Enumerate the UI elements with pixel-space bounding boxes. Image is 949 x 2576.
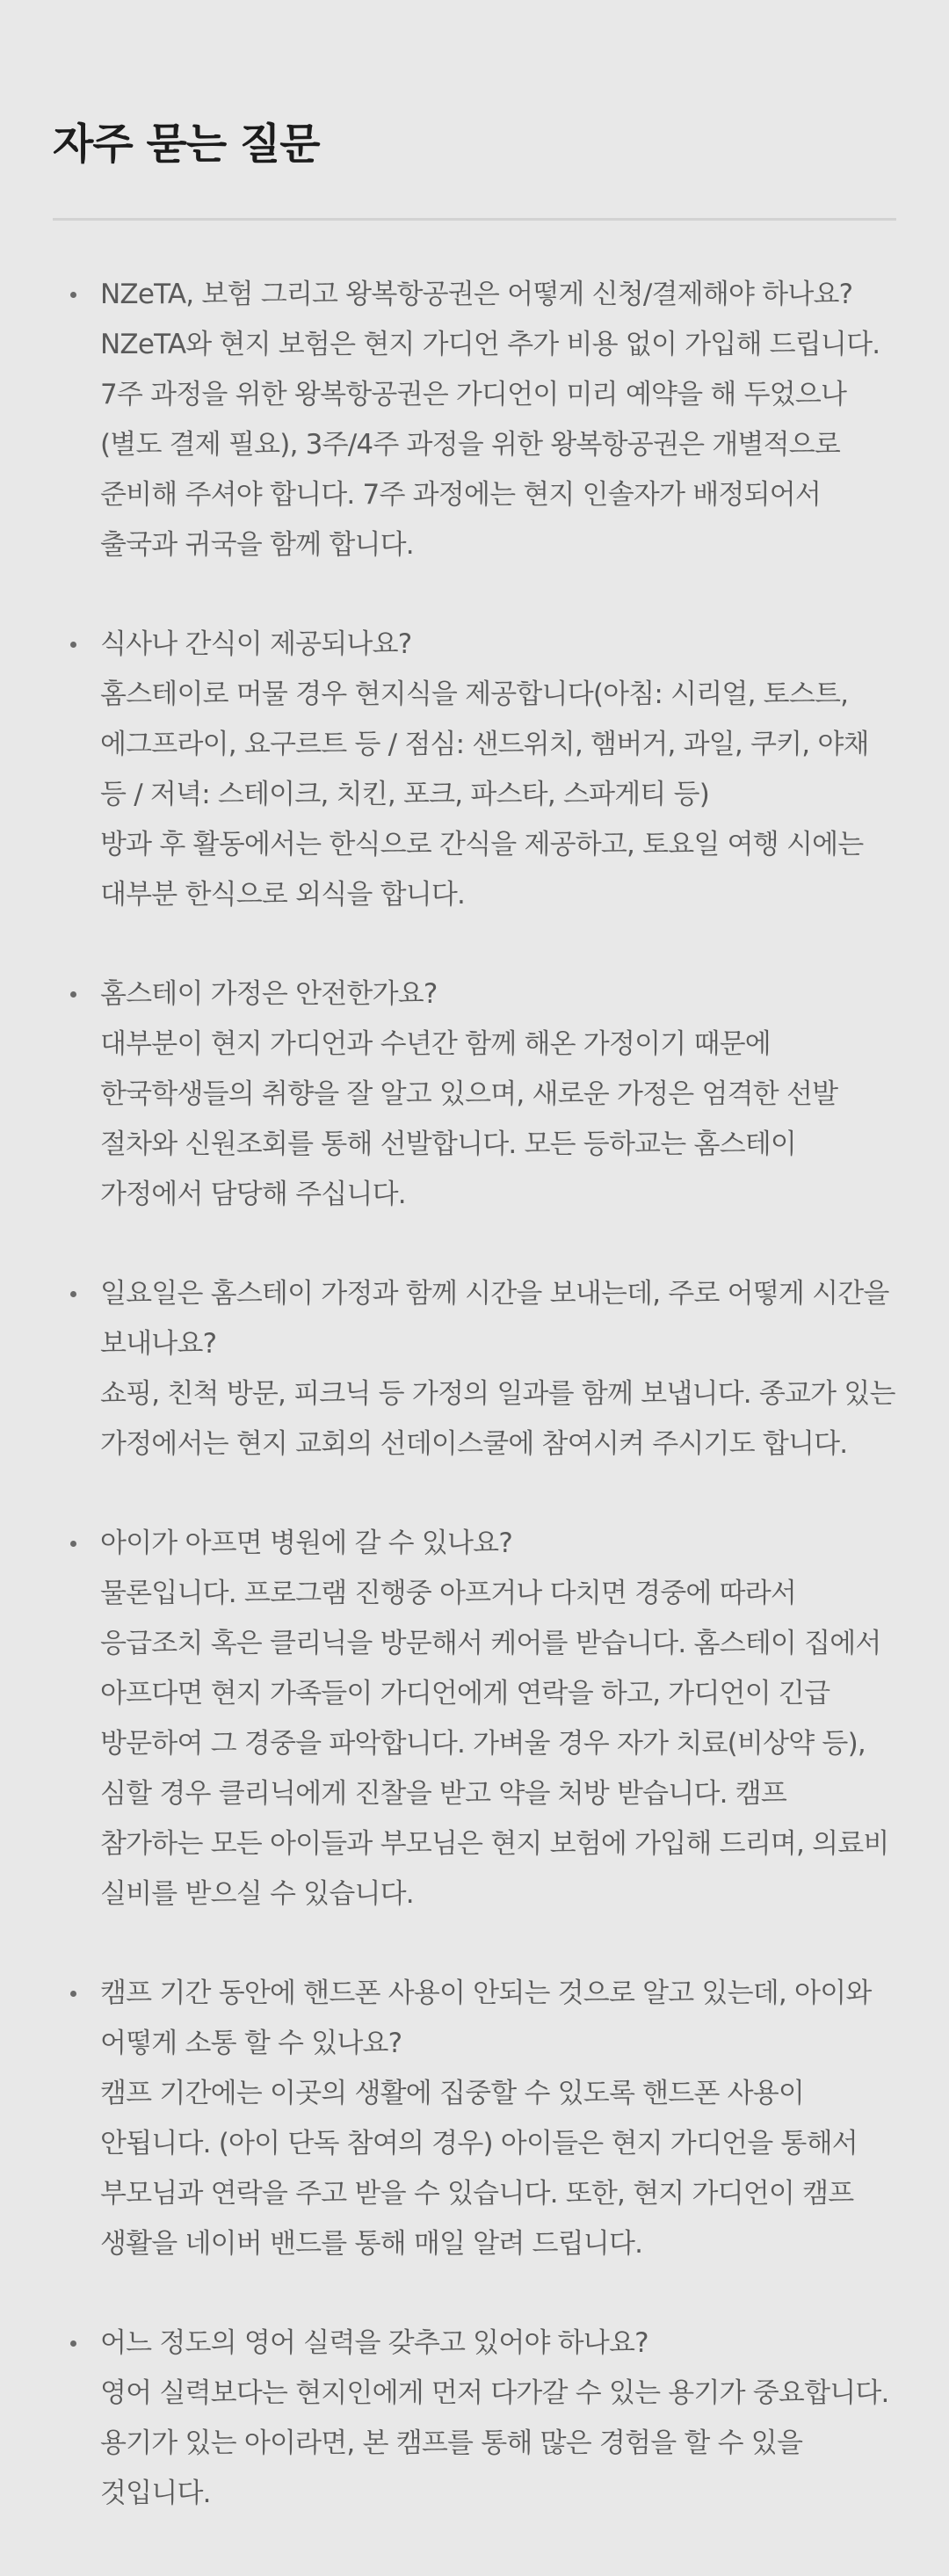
faq-answer: 영어 실력보다는 현지인에게 먼저 다가갈 수 있는 용기가 중요합니다. 용기가 있는 아이라면, 본 캠프를 통해 많은 경험을 할 수 있을 것입니다. bbox=[100, 2377, 889, 2509]
bullet-icon bbox=[70, 2340, 76, 2347]
title-divider bbox=[53, 218, 896, 221]
faq-question: 식사나 간식이 제공되나요? bbox=[100, 628, 412, 660]
faq-answer: NZeTA와 현지 보험은 현지 가디언 추가 비용 없이 가입해 드립니다. 7주 과정을 위한 왕복항공권은 가디언이 미리 예약을 해 두었으나(별도 결제 필요), 3주/4주 과정을 위한 왕복항공권은 개별적으로 준비해 주셔야 합니다. 7주 과정에는 현지 인솔자가 배정되어서 출국과 귀국을 함께 합니다. bbox=[100, 329, 880, 561]
faq-answer: 쇼핑, 친척 방문, 피크닉 등 가정의 일과를 함께 보냅니다. 종교가 있는 가정에서는 현지 교회의 선데이스쿨에 참여시켜 주시기도 합니다. bbox=[100, 1378, 895, 1460]
faq-item-homestay-safety bbox=[53, 969, 896, 1220]
page-title: 자주 묻는 질문 bbox=[53, 120, 320, 169]
faq-question: 일요일은 홈스테이 가정과 함께 시간을 보내는데, 주로 어떻게 시간을 보내나요? bbox=[100, 1278, 889, 1360]
bullet-icon bbox=[70, 292, 76, 298]
faq-question: 어느 정도의 영어 실력을 갖추고 있어야 하나요? bbox=[100, 2327, 648, 2359]
faq-item-phone bbox=[53, 1969, 896, 2269]
bullet-icon bbox=[70, 642, 76, 648]
faq-item-nzeta bbox=[53, 270, 896, 570]
faq-item-meals bbox=[53, 620, 896, 920]
faq-question: 홈스테이 가정은 안전한가요? bbox=[100, 978, 438, 1010]
bullet-icon bbox=[70, 1991, 76, 1997]
faq-question: NZeTA, 보험 그리고 왕복항공권은 어떻게 신청/결제해야 하나요? bbox=[100, 279, 853, 310]
faq-item-hospital bbox=[53, 1519, 896, 1919]
faq-question: 아이가 아프면 병원에 갈 수 있나요? bbox=[100, 1527, 512, 1559]
faq-answer: 캠프 기간에는 이곳의 생활에 집중할 수 있도록 핸드폰 사용이 안됩니다. (아이 단독 참여의 경우) 아이들은 현지 가디언을 통해서 부모님과 연락을 주고 받을 수 있습니다. 또한, 현지 가디언이 캠프 생활을 네이버 밴드를 통해 매일 알려 드립니다. bbox=[100, 2078, 858, 2260]
faq-answer: 물론입니다. 프로그램 진행중 아프거나 다치면 경중에 따라서 응급조치 혹은 클리닉을 방문해서 케어를 받습니다. 홈스테이 집에서 아프다면 현지 가족들이 가디언에게 연락을 하고, 가디언이 긴급 방문하여 그 경중을 파악합니다. 가벼울 경우 자가 치료(비상약 등), 심할 경우 클리닉에게 진찰을 받고 약을 처방 받습니다. 캠프 참가하는 모든 아이들과 부모님은 현지 보험에 가입해 드리며, 의료비 실비를 받으실 수 있습니다. bbox=[100, 1578, 889, 1910]
faq-answer: 홈스테이로 머물 경우 현지식을 제공합니다(아침: 시리얼, 토스트, 에그프라이, 요구르트 등 / 점심: 샌드위치, 햄버거, 과일, 쿠키, 야채 등 / 저녁: 스테이크, 치킨, 포크, 파스타, 스파게티 등) 방과 후 활동에서는 한식으로 간식을 제공하고, 토요일 여행 시에는 대부분 한식으로 외식을 합니다. bbox=[100, 678, 869, 911]
faq-list bbox=[53, 270, 896, 2519]
bullet-icon bbox=[70, 1541, 76, 1547]
faq-item-english bbox=[53, 2318, 896, 2519]
faq-item-sunday bbox=[53, 1269, 896, 1469]
bullet-icon bbox=[70, 1291, 76, 1297]
bullet-icon bbox=[70, 991, 76, 998]
faq-question: 캠프 기간 동안에 핸드폰 사용이 안되는 것으로 알고 있는데, 아이와 어떻게 소통 할 수 있나요? bbox=[100, 1977, 872, 2059]
faq-answer: 대부분이 현지 가디언과 수년간 함께 해온 가정이기 때문에 한국학생들의 취향을 잘 알고 있으며, 새로운 가정은 엄격한 선발 절차와 신원조회를 통해 선발합니다. 모든 등하교는 홈스테이 가정에서 담당해 주십니다. bbox=[100, 1028, 838, 1210]
